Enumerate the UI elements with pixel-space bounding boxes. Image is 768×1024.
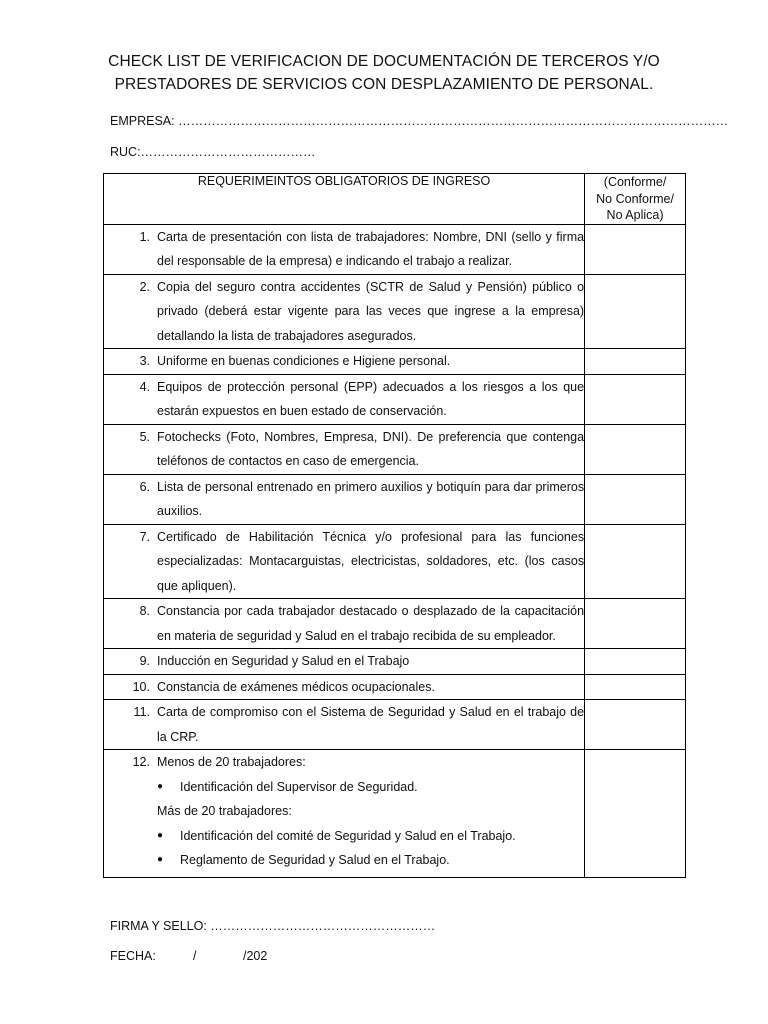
checklist-table (103, 173, 686, 878)
conformity-header (585, 174, 686, 225)
check-cell[interactable] (585, 274, 686, 349)
item-text: Fotochecks (Foto, Nombres, Empresa, DNI). De preferencia que contenga teléfonos de contactos en caso de emergencia. (157, 429, 585, 468)
table-row (104, 474, 686, 524)
title-line-1: CHECK LIST DE VERIFICACION DE DOCUMENTACIÓN DE TERCEROS Y/O (108, 53, 660, 70)
check-cell[interactable] (585, 700, 686, 750)
item-number: 11. (133, 705, 150, 719)
check-cell[interactable] (585, 674, 686, 700)
item-number: 5. (139, 429, 150, 444)
fecha-slash: / (193, 949, 197, 963)
check-cell[interactable] (585, 649, 686, 675)
item-text: Copia del seguro contra accidentes (SCTR de Salud y Pensión) público o privado (deberá estar vigente para las veces que ingrese a la empresa) detallando la lista de trabajadores asegurados. (157, 279, 585, 343)
table-row (104, 524, 686, 599)
firma-field[interactable]: FIRMA Y SELLO: ……………………………………………… (110, 919, 436, 933)
bullet-text: Identificación del Supervisor de Seguridad. (180, 779, 418, 794)
item-number: 10. (132, 679, 150, 694)
item-number: 12. (132, 755, 150, 769)
item-text: Inducción en Seguridad y Salud en el Trabajo (157, 654, 410, 668)
item-number: 9. (139, 654, 150, 668)
item-text: Carta de compromiso con el Sistema de Seguridad y Salud en el trabajo de la CRP. (157, 705, 585, 744)
item-number: 1. (139, 229, 150, 244)
document-title (90, 50, 678, 96)
conformity-header-line-1: (Conforme/ (603, 175, 667, 189)
item-text: Constancia por cada trabajador destacado o desplazado de la capacitación en materia de seguridad y Salud en el trabajo recibida de su empleador. (157, 604, 585, 643)
conformity-header-line-2: No Conforme/ (596, 191, 674, 206)
bullet-text: Reglamento de Seguridad y Salud en el Trabajo. (180, 853, 450, 867)
table-row (104, 750, 686, 878)
item-text: Certificado de Habilitación Técnica y/o profesional para las funciones especializadas: Montacarguistas, electricistas, soldadores, etc. (los casos que apliquen). (157, 529, 585, 593)
item-number: 3. (139, 354, 150, 368)
table-row (104, 374, 686, 424)
item-text: Constancia de exámenes médicos ocupacionales. (157, 679, 435, 694)
requirements-header: REQUERIMEINTOS OBLIGATORIOS DE INGRESO (104, 174, 585, 225)
table-row (104, 649, 686, 675)
check-cell[interactable] (585, 224, 686, 274)
bullet-icon: ● (157, 854, 164, 865)
bullet-icon: ● (157, 829, 164, 841)
item-text: Carta de presentación con lista de trabajadores: Nombre, DNI (sello y firma del responsable de la empresa) e indicando el trabajo a realizar. (157, 229, 585, 268)
check-cell[interactable] (585, 599, 686, 649)
check-cell[interactable] (585, 424, 686, 474)
worker-range-label: Menos de 20 trabajadores: (157, 755, 306, 769)
check-cell[interactable] (585, 374, 686, 424)
check-cell[interactable] (585, 524, 686, 599)
item-number: 4. (139, 379, 150, 394)
check-cell[interactable] (585, 750, 686, 878)
table-row (104, 224, 686, 274)
empresa-field[interactable]: EMPRESA: …………………………………………………………………………………………………………………… (110, 114, 729, 128)
item-number: 7. (139, 529, 150, 544)
fecha-field[interactable] (110, 949, 268, 963)
conformity-header-line-3: No Aplica) (606, 208, 664, 222)
fecha-year: /202 (243, 949, 268, 963)
item-number: 6. (139, 479, 150, 494)
fecha-label: FECHA: (110, 949, 156, 963)
item-text: Equipos de protección personal (EPP) adecuados a los riesgos a los que estarán expuestos en buen estado de conservación. (157, 379, 585, 418)
bullet-icon: ● (157, 780, 164, 792)
table-row (104, 424, 686, 474)
table-row (104, 274, 686, 349)
worker-range-label: Más de 20 trabajadores: (157, 804, 292, 818)
item-number: 8. (139, 604, 150, 618)
item-text: Uniforme en buenas condiciones e Higiene personal. (157, 354, 451, 368)
bullet-text: Identificación del comité de Seguridad y Salud en el Trabajo. (180, 828, 516, 843)
table-header-row (104, 174, 686, 225)
table-row (104, 674, 686, 700)
item-text (157, 750, 584, 873)
item-number: 2. (139, 279, 150, 294)
title-line-2: PRESTADORES DE SERVICIOS CON DESPLAZAMIENTO DE PERSONAL. (114, 76, 654, 93)
check-cell[interactable] (585, 349, 686, 375)
ruc-field[interactable]: RUC:…………………………………… (110, 145, 316, 159)
table-row (104, 700, 686, 750)
table-row (104, 599, 686, 649)
item-text: Lista de personal entrenado en primero auxilios y botiquín para dar primeros auxilios. (157, 479, 585, 518)
check-cell[interactable] (585, 474, 686, 524)
table-row (104, 349, 686, 375)
